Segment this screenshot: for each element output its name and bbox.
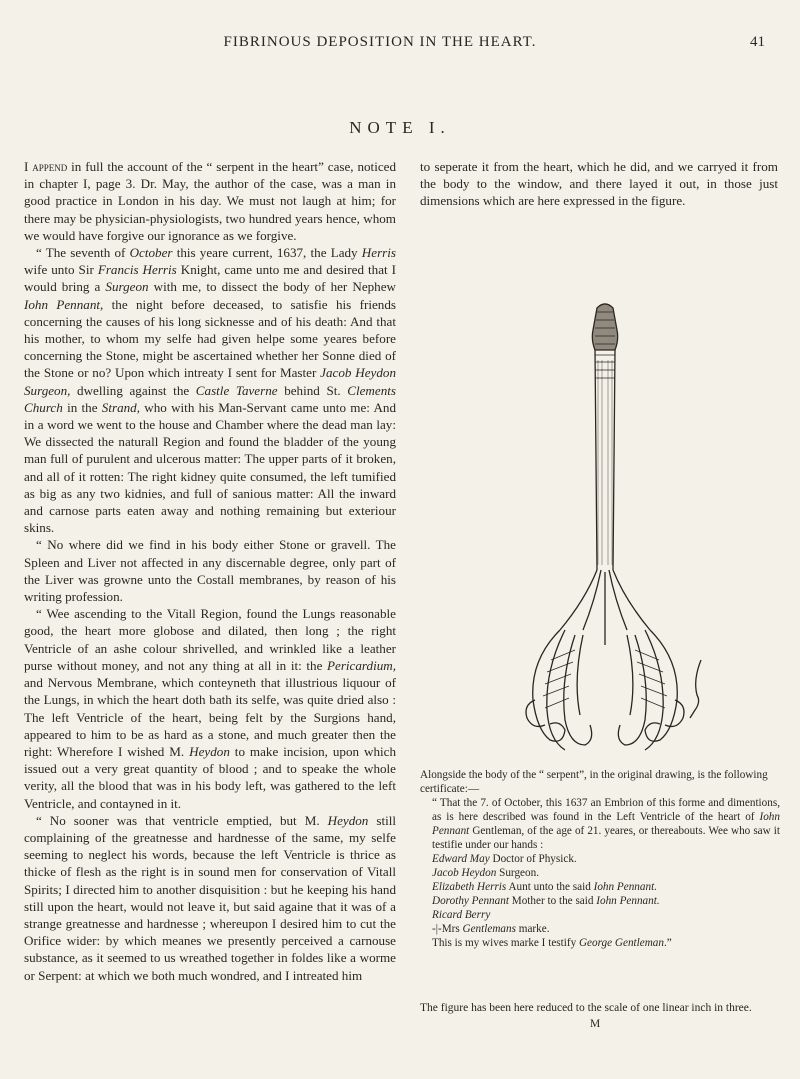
left-column	[24, 158, 396, 984]
signature-line: Edward May Doctor of Physick.	[432, 853, 577, 865]
signature-line: Jacob Heydon Surgeon.	[432, 867, 539, 879]
serpent-figure	[505, 300, 705, 766]
signature-line: Elizabeth Herris Aunt unto the said Iohn Pennant.	[432, 881, 657, 893]
caption-line: Alongside the body of the “ serpent”, in the original drawing, is the following certificate:—	[420, 769, 768, 795]
scale-note: The figure has been here reduced to the scale of one linear inch in three.	[420, 1002, 752, 1014]
paragraph-2: “ The seventh of October this yeare current, 1637, the Lady Herris wife unto Sir Francis Herris Knight, came unto me and desired that I would bring a Surgeon with me, to dissect the body of her Nephew Iohn Pennant, the night before deceased, to satisfie his friends concerning the causes of his long sicknesse and of his death: And that his mother, to whom my selfe had given helpe some yeares before concerning the Stone, might be ascertained whether her Sonne died of the Stone or no? Upon which intreaty I sent for Master Jacob Heydon Surgeon, dwelling against the Castle Taverne behind St. Clements Church in the Strand, who with his Man-Servant came unto me: And in a word we went to the house and Chamber where the dead man lay: We dissected the naturall Region and found the bladder of the young man full of purulent and ulcerous matter: The upper parts of it broken, and all of it rotten: The right kidney quite consumed, the left tumified as big as any two kidnies, and full of sanious matter: All the inward and carnose parts eaten away and nothing remaining but exteriour skins.	[24, 245, 396, 536]
testify-line: This is my wives marke I testify George Gentleman.”	[432, 937, 672, 949]
signature-line: Ricard Berry	[432, 909, 491, 921]
paragraph-1: I append in full the account of the “ serpent in the heart” case, noticed in chapter I, page 3. Dr. May, the author of the case, was a man in good practice in London in his day. We must not laugh at him; for there may be physician-physiologists, two hundred years hence, whom we would have forgive our ignorance as we forgive.	[24, 159, 397, 243]
serpent-head	[592, 304, 617, 350]
paragraph-3: “ No where did we find in his body either Stone or gravell. The Spleen and Liver not affected in any discernable degree, only part of the Liver was growne unto the Costall membranes, by reason of his writing profession.	[24, 537, 396, 605]
signature-line: Dorothy Pennant Mother to the said Iohn Pennant.	[432, 895, 660, 907]
signature-mark: M	[590, 1018, 601, 1030]
serpent-figure-drawing	[505, 300, 705, 766]
signature-line: -|-Mrs Gentlemans marke.	[432, 923, 550, 935]
page-number: 41	[750, 34, 765, 50]
note-title: NOTE I.	[349, 118, 451, 137]
paragraph-4: “ Wee ascending to the Vitall Region, found the Lungs reasonable good, the heart more globose and dilated, then long ; the right Ventricle of an ashe colour shrivelled, and wrinkled like a leather purse without money, and not any thing at all in it: the Pericardium, and Nervous Membrane, which conteyneth that illustrious liquour of the Lungs, in which the heart doth bath its selfe, was quite dried also : The left Ventricle of the heart, being felt by the Surgions hand, appeared to him to be as hard as a stone, and much greater then the right: Wherefore I wished M. Heydon to make incision, upon which issued out a very great quantity of blood ; and to speake the whole verity, all the blood that was in his body left, was gathered to the left Ventricle, and contayned in it.	[24, 606, 396, 811]
paragraph-5: “ No sooner was that ventricle emptied, but M. Heydon still complaining of the greatnesse and hardnesse of the same, my selfe seeming to neglect his words, because the left Ventricle is thrice as thicke of flesh as the right is in sound men for conservation of Vitall Spirits; I directed him to another disquisition : but he keeping his hand still upon the heart, would not leave it, but said againe that it was of a strange greatnesse and hardnesse ; whereupon I desired him to cut the Orifice wider: by which meanes we presently perceived a carnouse substance, as it seemed to us wreathed together in foldes like a worme or Serpent: at which we both much wondred, and I intreated him	[24, 812, 396, 983]
running-head: FIBRINOUS DEPOSITION IN THE HEART.	[223, 34, 537, 50]
certificate-text: “ That the 7. of October, this 1637 an Embrion of this forme and dimentions, as is here described was found in the Left Ventricle of the heart of Iohn Pennant Gentleman, of the age of 21. yeares, or thereabouts. Wee who saw it testifie under our hands :	[432, 797, 780, 851]
right-column-intro: to seperate it from the heart, which he did, and we carryed it from the body to the window, and there layed it out, in those just dimensions which are here expressed in the figure.	[420, 159, 778, 209]
figure-caption	[420, 768, 780, 950]
